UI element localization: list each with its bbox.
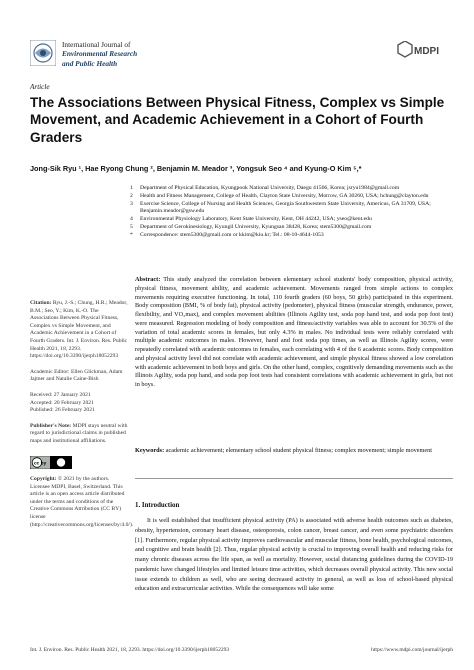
affiliation-text: Health and Fitness Management, College of Health, Clayton State University, Morrow, GA 30260, USA; hchung@clayton.edu [140, 192, 429, 199]
mdpi-logo-text: MDPI [414, 46, 439, 57]
journal-logo-icon [30, 40, 56, 66]
publisher-note-text: MDPI stays neutral with regard to jurisdictional claims in published maps and institutional affiliations. [30, 422, 128, 444]
journal-name-line1: International Journal of [62, 40, 131, 49]
affiliation-item [130, 216, 455, 224]
footer-citation[interactable]: Int. J. Environ. Res. Public Health 2021, 18, 2293. https://doi.org/10.3390/ijerph18052293 [30, 647, 230, 653]
correspondence-item [130, 232, 455, 240]
dates-block [30, 392, 128, 415]
keywords [135, 447, 453, 456]
journal-name-line2: Environmental Research [62, 49, 138, 59]
accepted-date: Accepted: 20 February 2021 [30, 399, 94, 406]
mdpi-logo-icon [394, 41, 444, 63]
section-body: It is well established that insufficient physical activity (PA) is associated with adverse health outcomes such as diabetes, obesity, hypertension, coronary heart disease, osteoporosis, colon cancer, breast cancer, and even some psychiatric disorders [1]. Furthermore, regular physical activity improves cardiovascular and muscular fitness, bone health, psychological outcomes, and cognitive and brain health [2]. Thus, regular physical activity is crucial to improving overall health and reducing risks for many chronic diseases across the life span, as well as mortality. However, social distancing guidelines during the COVID-19 pandemic have changed lifestyles and limited leisure time activities, which decreases overall physical activity. This new social issue extends to children as well, who are seeing decreased activity in general, as well as loss of school-based physical education and extracurricular activities. While the consequences will take some [135, 517, 453, 593]
affiliation-text: Exercise Science, College of Nursing and Health Sciences, Georgia Southwestern State University, Americus, GA 31709, USA; Benjamin.meador@gsw.edu [140, 200, 431, 215]
publisher-note-label: Publisher's Note: [30, 422, 72, 429]
affiliation-number: 4 [130, 216, 133, 223]
paper-title: The Associations Between Physical Fitness, Complex vs Simple Movement, and Academic Achievement in a Cohort of Fourth Graders [30, 95, 445, 145]
affiliation-number: 3 [130, 200, 133, 207]
publisher-note [30, 423, 128, 446]
abstract-text: This study analyzed the correlation between elementary school students' body composition, physical activity, physical fitness, movement ability, and academic achievement. Movements ranged from simple actions to complex movements requiring executive functioning. In total, 110 fourth graders (60 boys, 50 girls) participated in this experiment. Body composition (BMI, % of body fat), physical activity (pedometer), physical fitness (muscular strength, endurance, power, flexibility, and VO₂max), and complex movement abilities (Illinois Agility test, soda pop hand test, and soda pop foot test) were measured. Regression modeling of body composition and fitness/activity variables was able to account for 30.5% of the variation of total academic scores in females, but only 4.3% in males. No individual tests were reliably correlated with multiple academic outcomes in males. However, hand and foot soda pop times, as well as Illinois Agility scores, were repeatedly correlated with academic outcomes in females, each correlating with 4 of the 6 academic scores. Body composition and physical activity level did not correlate with academic achievement, and simple physical fitness showed a low correlation with academic achievement in both boys and girls. On the other hand, complex, cognitively demanding movements such as the Illinois Agility, soda pop hand, and soda pop foot tests had consistent correlations with academic achievement in girls, but not in boys. [135, 276, 453, 388]
affiliation-number: * [130, 231, 133, 238]
affiliation-item [130, 193, 455, 201]
affiliation-number: 2 [130, 192, 133, 199]
journal-name-line3: and Public Health [62, 58, 118, 68]
affiliation-number: 5 [130, 223, 133, 230]
copyright-text: © 2021 by the authors. Licensee MDPI, Basel, Switzerland. This article is an open access article distributed under the terms and conditions of the Creative Commons Attribution (CC BY) license (http://creativecommons.org/licenses/by/4.0/). [30, 476, 134, 528]
citation-block [30, 300, 128, 361]
copyright-block [30, 476, 134, 529]
academic-editor: Academic Editor: Ellen Glickman, Adam Jajtner and Natalie Caine-Bish [30, 368, 123, 383]
affiliation-number: 1 [130, 185, 133, 191]
affiliation-text: Environmental Physiology Laboratory, Kent State University, Kent, OH 44242, USA; yseo@kent.edu [140, 216, 372, 223]
journal-name [62, 40, 137, 68]
affiliation-item [130, 224, 455, 232]
footer-journal-link[interactable]: https://www.mdpi.com/journal/ijerph [371, 647, 453, 653]
citation-label: Citation: [30, 300, 52, 306]
affiliation-text: Department of Physical Education, Kyungpook National University, Daegu 41566, Korea; jsryu1984@gmail.com [140, 185, 400, 191]
published-date: Published: 26 February 2021 [30, 407, 95, 414]
affiliation-item [130, 201, 455, 217]
correspondence-text: Correspondence: stem5300@gmail.com or kkim@kiu.kr; Tel.: 08-10-4644-1053 [140, 231, 324, 238]
affiliation-item [130, 185, 455, 193]
cc-by-license-icon[interactable] [30, 456, 72, 469]
copyright-label: Copyright: [30, 476, 57, 483]
citation-text[interactable]: Ryu, J.-S.; Chung, H.R.; Meador, B.M.; Seo, Y.; Kim, K.-O. The Associations Between Physical Fitness, Complex vs Simple Movement, and Academic Achievement in a Cohort of Fourth Graders. Int. J. Environ. Res. Public Health 2021, 18, 2293. https://doi.org/10.3390/ijerph18052293 [30, 300, 128, 360]
received-date: Received: 27 January 2021 [30, 391, 91, 398]
sidebar [30, 300, 134, 537]
abstract-label: Abstract: [135, 276, 161, 283]
affiliation-text: Department of Gerokinesiology, Kyungil University, Kyungsan 38428, Korea; stem5300@gmail.com [140, 223, 372, 230]
affiliations [130, 185, 455, 240]
keywords-text: academic achievement; elementary school student physical fitness; complex movement; simple movement [165, 447, 432, 454]
section-heading: 1. Introduction [135, 502, 180, 509]
cc-badge-text: cc by [34, 461, 47, 466]
author-list: Jong-Sik Ryu ¹, Hae Ryong Chung ², Benjamin M. Meador ³, Yongsuk Seo ⁴ and Kyung-O Kim ⁵,* [30, 164, 362, 173]
abstract [135, 276, 453, 390]
keywords-label: Keywords: [135, 447, 165, 454]
divider [135, 478, 453, 479]
article-type: Article [30, 83, 50, 91]
